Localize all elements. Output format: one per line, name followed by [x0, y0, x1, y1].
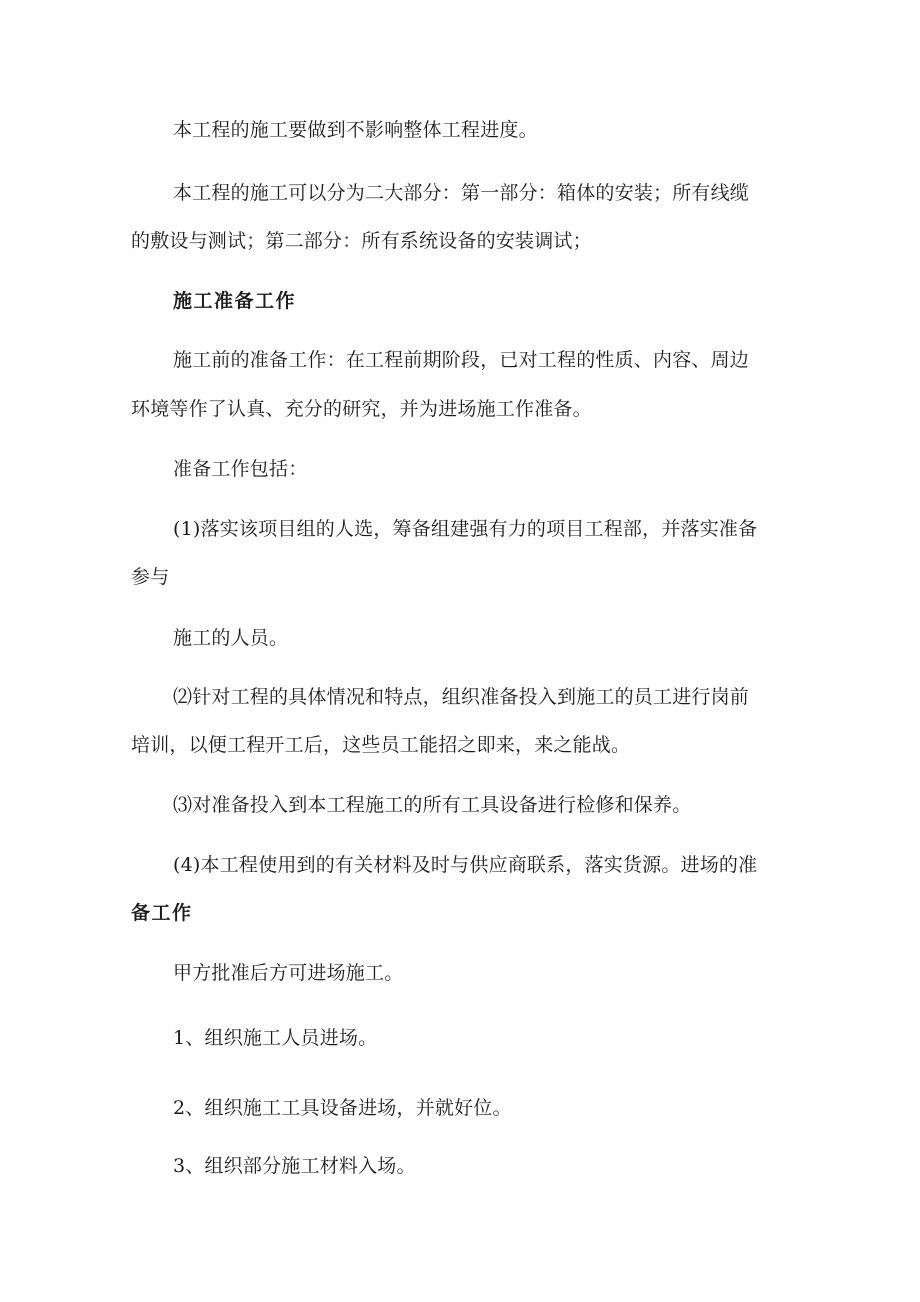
list-item-2-line-1: ⑵针对工程的具体情况和特点，组织准备投入到施工的员工进行岗前 — [173, 686, 750, 708]
list-item-4-line-2: 备工作 — [131, 902, 193, 924]
step-item-1: 1、组织施工人员进场。 — [173, 1027, 378, 1049]
paragraph-includes: 准备工作包括： — [173, 458, 308, 480]
paragraph-pre-construction-line-2: 环境等作了认真、充分的研究，并为进场施工作准备。 — [131, 398, 592, 420]
paragraph-parts-line-2: 的敷设与测试；第二部分：所有系统设备的安装调试； — [131, 230, 592, 252]
list-item-4-line-1: (4)本工程使用到的有关材料及时与供应商联系，落实货源。进场的准 — [173, 854, 758, 876]
list-item-1-line-3: 施工的人员。 — [173, 627, 289, 649]
step-item-2: 2、组织施工工具设备进场，并就好位。 — [173, 1097, 512, 1119]
section-heading-preparation: 施工准备工作 — [173, 290, 297, 312]
list-item-1-line-1: (1)落实该项目组的人选，筹备组建强有力的项目工程部，并落实准备 — [173, 518, 758, 540]
paragraph-schedule: 本工程的施工要做到不影响整体工程进度。 — [173, 119, 538, 141]
list-item-3: ⑶对准备投入到本工程施工的所有工具设备进行检修和保养。 — [173, 794, 692, 816]
list-item-2-line-2: 培训，以便工程开工后，这些员工能招之即来，来之能战。 — [131, 734, 631, 756]
paragraph-approval: 甲方批准后方可进场施工。 — [173, 962, 404, 984]
paragraph-parts-line-1: 本工程的施工可以分为二大部分：第一部分：箱体的安装；所有线缆 — [173, 182, 750, 204]
step-item-3: 3、组织部分施工材料入场。 — [173, 1155, 416, 1177]
paragraph-pre-construction-line-1: 施工前的准备工作：在工程前期阶段，已对工程的性质、内容、周边 — [173, 349, 750, 371]
list-item-1-line-2: 参与 — [131, 566, 170, 588]
